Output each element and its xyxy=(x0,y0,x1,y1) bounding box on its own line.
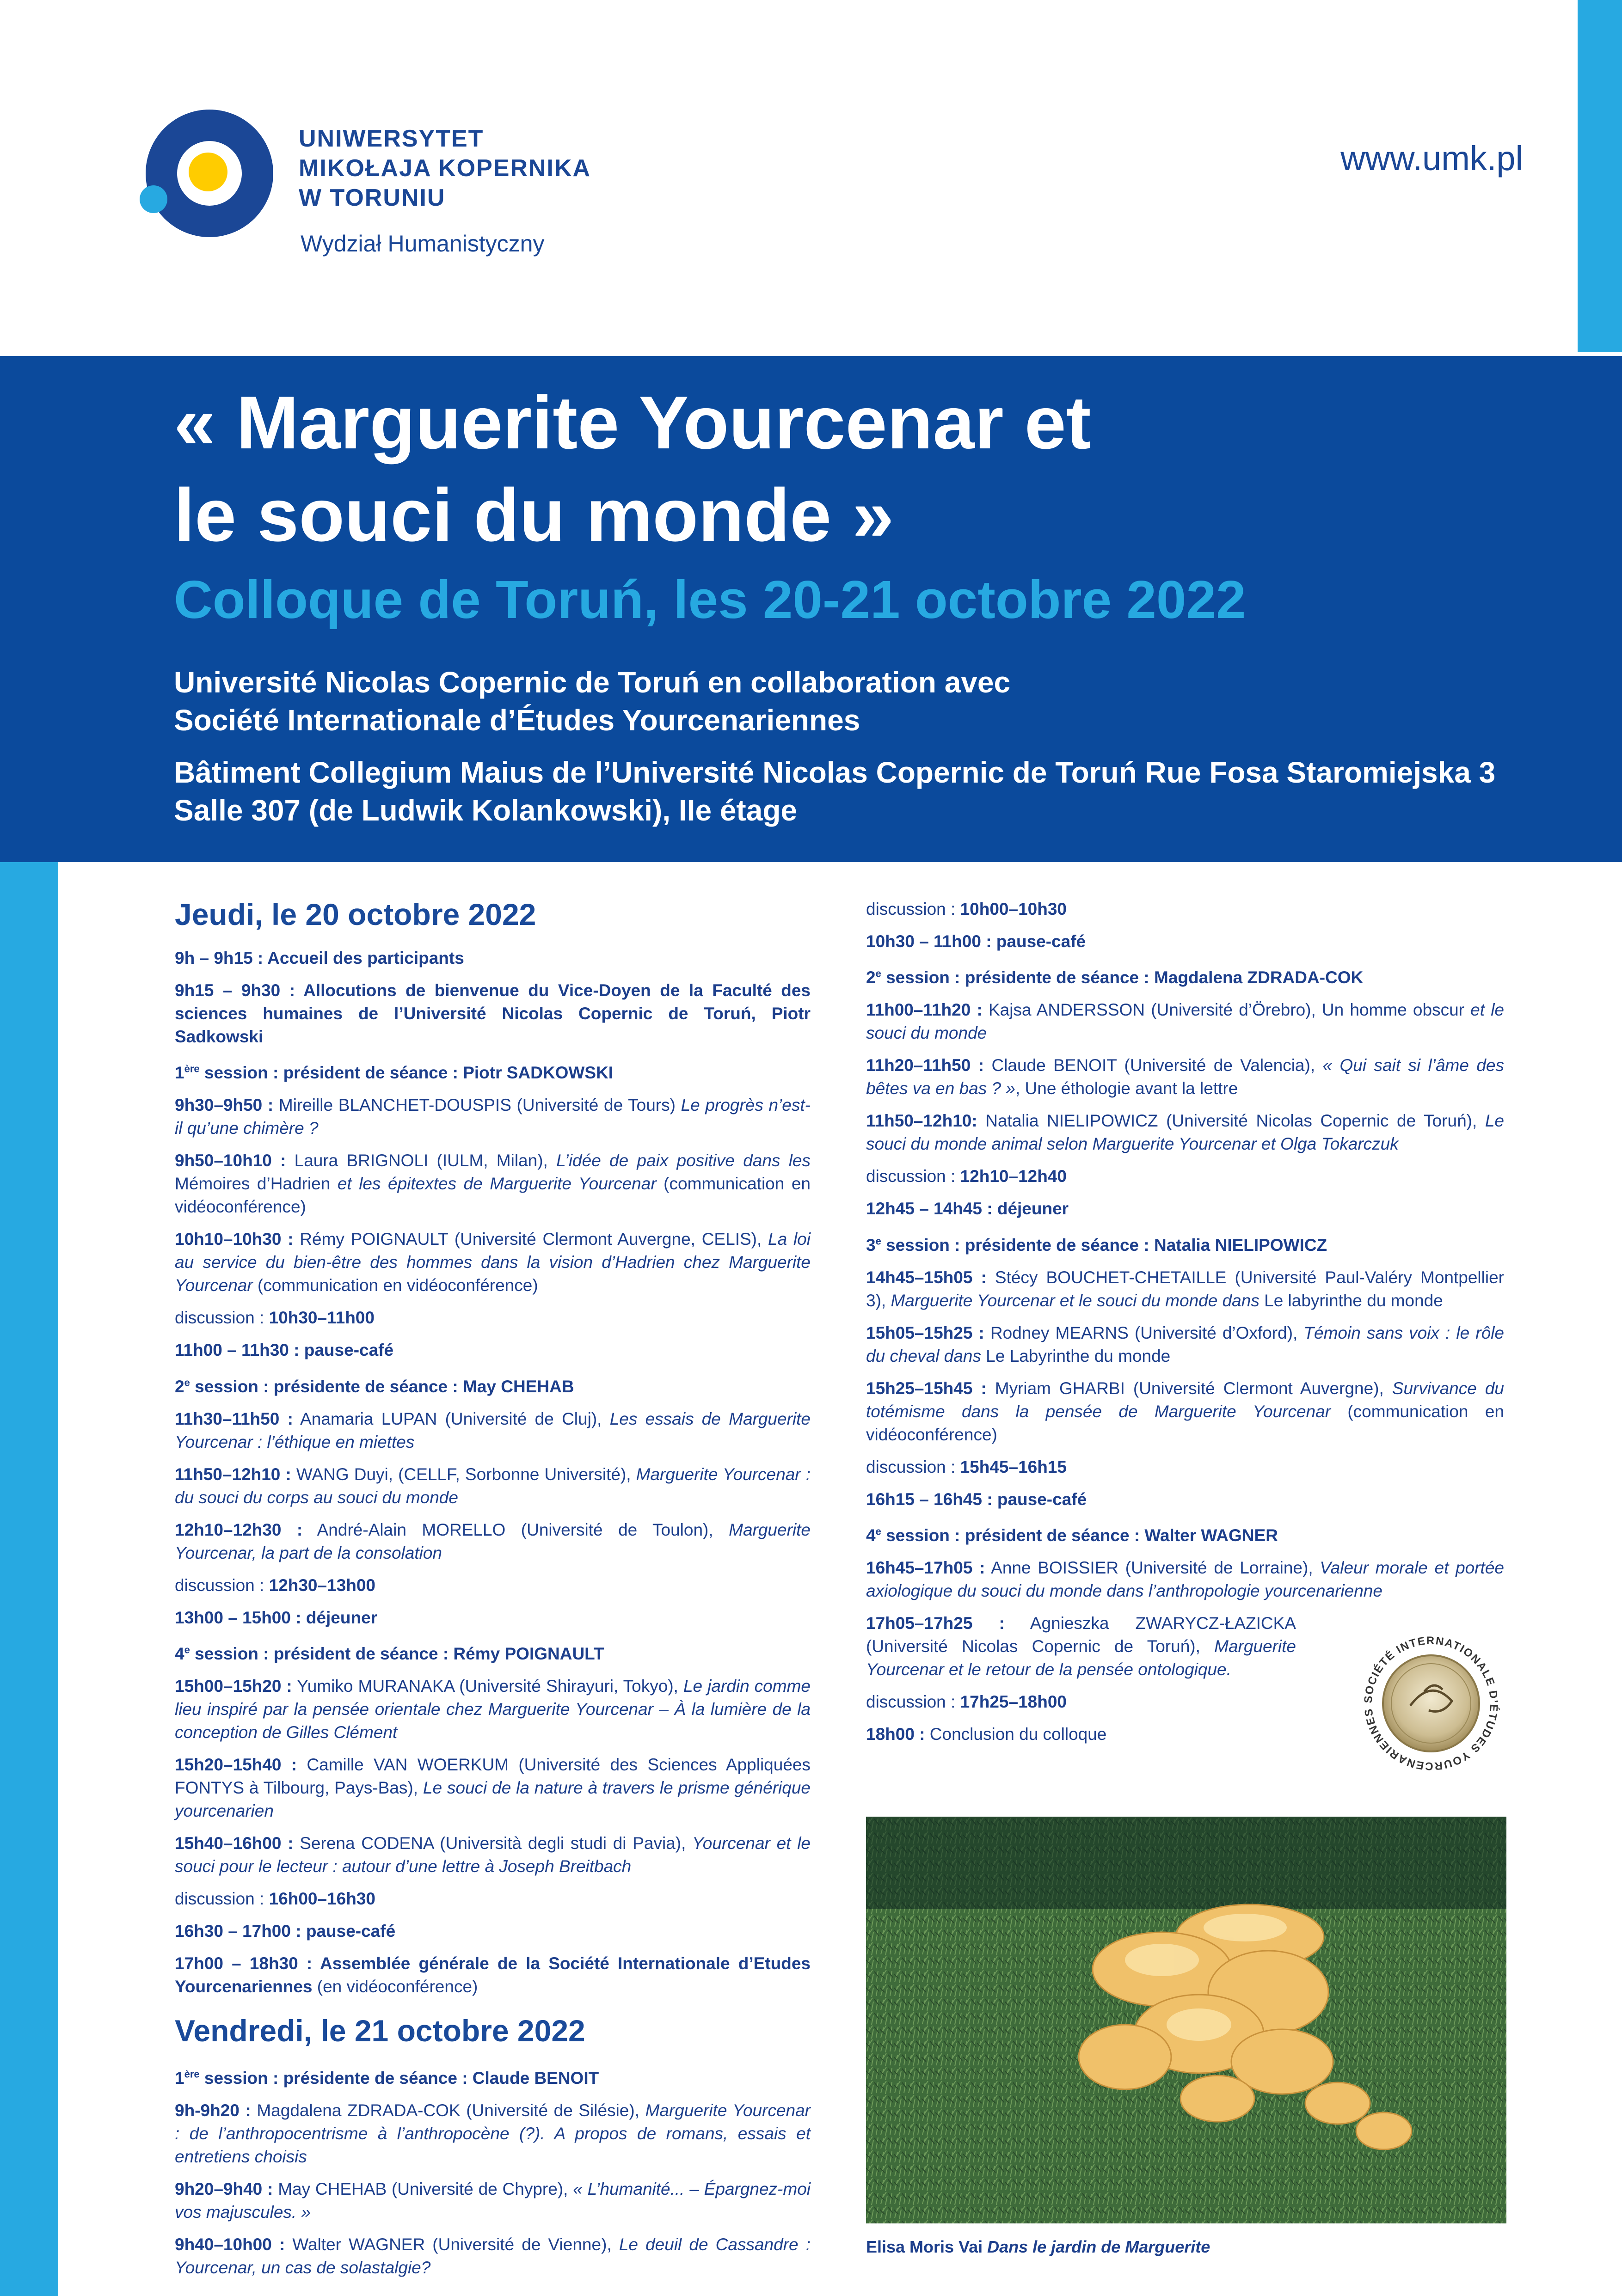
program-item: discussion : 16h00–16h30 xyxy=(175,1889,375,1908)
program-item: 11h00 – 11h30 : pause-café xyxy=(175,1341,394,1360)
photo-caption: Elisa Moris Vai Dans le jardin de Marguerite xyxy=(866,2237,1210,2256)
university-name: UNIWERSYTET MIKOŁAJA KOPERNIKA W TORUNIU xyxy=(299,125,591,211)
program-item: discussion : 12h10–12h40 xyxy=(866,1167,1067,1186)
program-item: 10h10–10h30 : Rémy POIGNAULT (Université Clermont Auvergne, CELIS), La loi au service du bien-être des hommes dans la vision d’Hadrien chez Marguerite Yourcenar (communication en vidéoconférence) xyxy=(175,1230,811,1295)
session-heading: 2e session : présidente de séance : Magdalena ZDRADA-COK xyxy=(866,968,1364,987)
program-right-column xyxy=(866,898,1504,1755)
program-item: 9h-9h20 : Magdalena ZDRADA-COK (Université de Silésie), Marguerite Yourcenar : de l’anthropocentrisme à l’anthropocène (?). A propos de romans, essais et entretiens choisis xyxy=(175,2101,811,2167)
program-item: 15h40–16h00 : Serena CODENA (Università degli studi di Pavia), Yourcenar et le souci pour le lecteur : autour d’une lettre à Joseph Breitbach xyxy=(175,1833,811,1876)
program-item: 16h15 – 16h45 : pause-café xyxy=(866,1489,1087,1509)
top-right-stripe xyxy=(1578,0,1622,352)
program-item: discussion : 17h25–18h00 xyxy=(866,1692,1067,1711)
program-item: 11h30–11h50 : Anamaria LUPAN (Université de Cluj), Les essais de Marguerite Yourcenar : l’éthique en miettes xyxy=(175,1409,811,1451)
program-item: 13h00 – 15h00 : déjeuner xyxy=(175,1608,378,1627)
left-stripe xyxy=(0,862,58,2296)
program-item: 14h45–15h05 : Stécy BOUCHET-CHETAILLE (Université Paul-Valéry Montpellier 3), Marguerite Yourcenar et le souci du monde dans Le labyrinthe du monde xyxy=(866,1267,1504,1310)
program-item: 11h20–11h50 : Claude BENOIT (Université de Valencia), « Qui sait si l’âme des bêtes va en bas ? », Une éthologie avant la lettre xyxy=(866,1056,1504,1098)
program-item: discussion : 15h45–16h15 xyxy=(866,1457,1067,1476)
colloque-subtitle: Colloque de Toruń, les 20-21 octobre 2022 xyxy=(174,569,1246,630)
program-item: 15h20–15h40 : Camille VAN WOERKUM (Université des Sciences Appliquées FONTYS à Tilbourg, Pays-Bas), Le souci de la nature à travers le prisme générique yourcenarien xyxy=(175,1755,811,1820)
session-heading: 1ère session : président de séance : Piotr SADKOWSKI xyxy=(175,1063,614,1083)
venue: Bâtiment Collegium Maius de l’Université Nicolas Copernic de Toruń Rue Fosa Staromiejska 3 Salle 307 (de Ludwik Kolankowski), IIe étage xyxy=(174,756,1496,827)
session-heading: 4e session : président de séance : Rémy POIGNAULT xyxy=(175,1644,604,1663)
program-item: 10h30 – 11h00 : pause-café xyxy=(866,932,1086,951)
program-item: 17h05–17h25 : Agnieszka ZWARYCZ-ŁAZICKA (Université Nicolas Copernic de Toruń), Marguerite Yourcenar et le retour de la pensée ontologique. xyxy=(866,1613,1296,1679)
program-item: 12h45 – 14h45 : déjeuner xyxy=(866,1199,1069,1218)
program-item: 9h – 9h15 : Accueil des participants xyxy=(175,949,464,967)
program-item: discussion : 10h00–10h30 xyxy=(866,900,1067,918)
society-seal xyxy=(1355,1627,1507,1780)
website-url[interactable]: www.umk.pl xyxy=(1340,139,1523,178)
session-heading: 2e session : présidente de séance : May CHEHAB xyxy=(175,1377,574,1396)
faculty-name: Wydział Humanistyczny xyxy=(301,231,545,257)
program-item: 9h30–9h50 : Mireille BLANCHET-DOUSPIS (Université de Tours) Le progrès n’est-il qu’une chimère ? xyxy=(175,1096,811,1138)
program-item: discussion : 12h30–13h00 xyxy=(175,1575,375,1595)
program-item: 9h15 – 9h30 : Allocutions de bienvenue du Vice-Doyen de la Faculté des sciences humaines de l’Université Nicolas Copernic de Toruń, Piotr Sadkowski xyxy=(175,981,811,1046)
program-left-column xyxy=(175,896,811,2289)
program-item: discussion : 10h30–11h00 xyxy=(175,1308,375,1328)
program-item: 9h20–9h40 : May CHEHAB (Université de Chypre), « L’humanité... – Épargnez-moi vos majuscules. » xyxy=(175,2180,811,2222)
program-item: 9h50–10h10 : Laura BRIGNOLI (IULM, Milan), L’idée de paix positive dans les Mémoires d’Hadrien et les épitextes de Marguerite Yourcenar (communication en vidéoconférence) xyxy=(175,1151,811,1217)
day1-heading: Jeudi, le 20 octobre 2022 xyxy=(175,897,536,931)
umk-logo-icon xyxy=(139,109,273,238)
session-heading: 3e session : présidente de séance : Natalia NIELIPOWICZ xyxy=(866,1235,1327,1255)
program-item: 16h45–17h05 : Anne BOISSIER (Université de Lorraine), Valeur morale et portée axiologique du souci du monde dans l’anthropologie yourcenarienne xyxy=(866,1558,1504,1600)
program-item: 17h00 – 18h30 : Assemblée générale de la Société Internationale d’Etudes Yourcenariennes (en vidéoconférence) xyxy=(175,1953,811,1996)
mushroom-photo xyxy=(866,1817,1506,2223)
program-item: 12h10–12h30 : André-Alain MORELLO (Université de Toulon), Marguerite Yourcenar, la part de la consolation xyxy=(175,1520,811,1562)
program-item: 11h50–12h10 : WANG Duyi, (CELLF, Sorbonne Université), Marguerite Yourcenar : du souci du corps au souci du monde xyxy=(175,1464,811,1507)
program-item: 15h00–15h20 : Yumiko MURANAKA (Université Shirayuri, Tokyo), Le jardin comme lieu inspiré par la pensée orientale chez Marguerite Yourcenar – À la lumière de la conception de Gilles Clément xyxy=(175,1676,811,1742)
program-item: 15h25–15h45 : Myriam GHARBI (Université Clermont Auvergne), Survivance du totémisme dans la pensée de Marguerite Yourcenar (communication en vidéoconférence) xyxy=(866,1378,1504,1444)
program-item: 15h05–15h25 : Rodney MEARNS (Université d’Oxford), Témoin sans voix : le rôle du cheval dans Le Labyrinthe du monde xyxy=(866,1323,1504,1365)
program-item: 16h30 – 17h00 : pause-café xyxy=(175,1921,396,1941)
session-heading: 4e session : président de séance : Walter WAGNER xyxy=(866,1525,1278,1545)
day2-heading: Vendredi, le 21 octobre 2022 xyxy=(175,2013,585,2048)
program-item: 18h00 : Conclusion du colloque xyxy=(866,1724,1107,1744)
main-title: « Marguerite Yourcenar et le souci du monde » xyxy=(174,381,1091,557)
program-item: 11h50–12h10: Natalia NIELIPOWICZ (Université Nicolas Copernic de Toruń), Le souci du monde animal selon Marguerite Yourcenar et Olga Tokarczuk xyxy=(866,1111,1504,1154)
program-item: 9h40–10h00 : Walter WAGNER (Université de Vienne), Le deuil de Cassandre : Yourcenar, un cas de solastalgie? xyxy=(175,2235,811,2278)
organizers: Université Nicolas Copernic de Toruń en collaboration avec Société Internationale d’Études Yourcenariennes xyxy=(174,666,1011,737)
session-heading: 1ère session : présidente de séance : Claude BENOIT xyxy=(175,2068,599,2088)
seal-text: SOCIÉTÉ INTERNATIONALE D’ÉTUDES YOURCENARIENNES xyxy=(1362,1634,1500,1773)
program-item: 11h00–11h20 : Kajsa ANDERSSON (Université d’Örebro), Un homme obscur et le souci du monde xyxy=(866,1000,1504,1043)
